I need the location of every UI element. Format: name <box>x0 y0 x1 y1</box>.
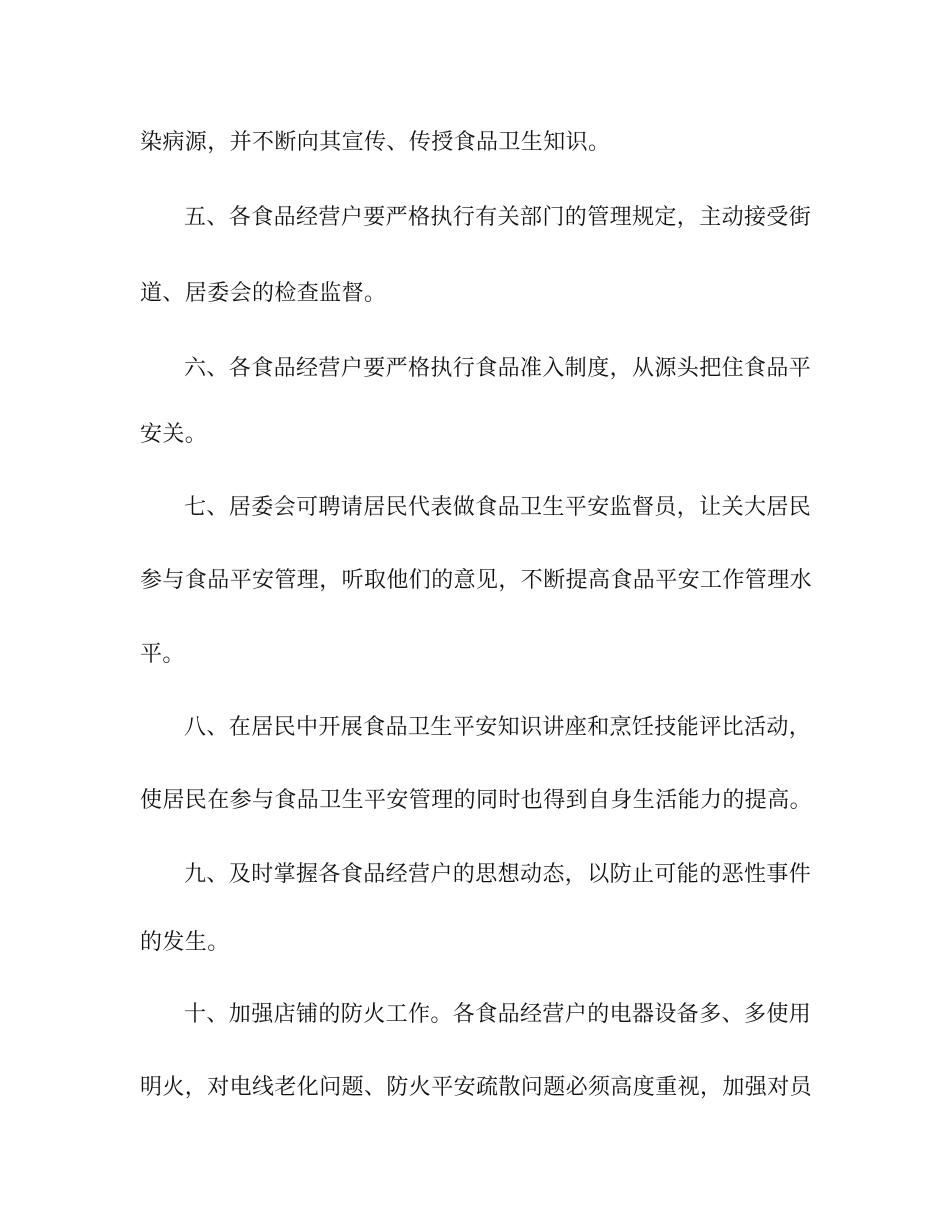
text-line: 平。 <box>140 642 185 667</box>
text-line: 明火，对电线老化问题、防火平安疏散问题必须高度重视，加强对员 <box>140 1075 813 1100</box>
text-line: 道、居委会的检查监督。 <box>140 281 387 306</box>
paragraph-6-line: 六、各食品经营户要严格执行食品准入制度，从源头把住食品平 <box>184 356 812 381</box>
text-line: 染病源，并不断向其宣传、传授食品卫生知识。 <box>140 130 611 155</box>
text-line: 的发生。 <box>140 930 230 955</box>
text-line: 使居民在参与食品卫生平安管理的同时也得到自身生活能力的提高。 <box>140 788 813 813</box>
paragraph-7-line: 七、居委会可聘请居民代表做食品卫生平安监督员，让关大居民 <box>184 495 812 520</box>
text-line: 安关。 <box>140 422 208 447</box>
text-line: 参与食品平安管理，听取他们的意见，不断提高食品平安工作管理水 <box>140 568 813 593</box>
paragraph-9-line: 九、及时掌握各食品经营户的思想动态，以防止可能的恶性事件 <box>184 862 812 887</box>
paragraph-8-line: 八、在居民中开展食品卫生平安知识讲座和烹饪技能评比活动， <box>184 715 812 740</box>
paragraph-10-line: 十、加强店铺的防火工作。各食品经营户的电器设备多、多使用 <box>184 1002 812 1027</box>
paragraph-5-line: 五、各食品经营户要严格执行有关部门的管理规定，主动接受街 <box>184 205 812 230</box>
